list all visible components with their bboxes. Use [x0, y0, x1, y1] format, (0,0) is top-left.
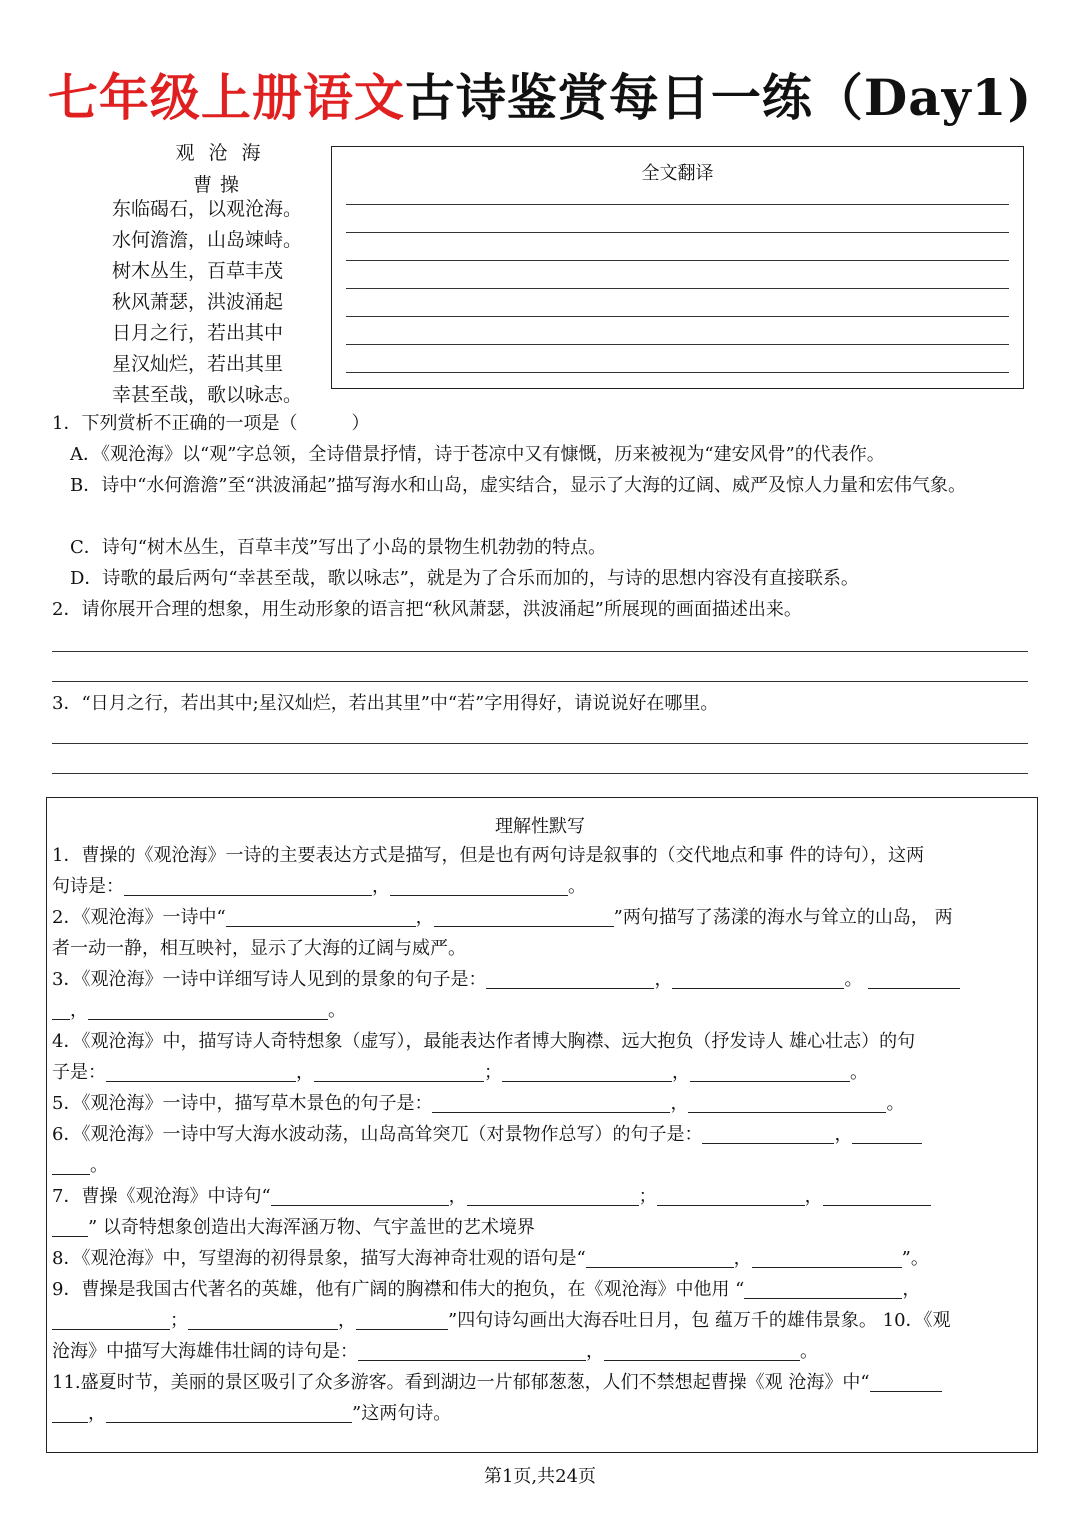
dictation-item-3: 3．《观沧海》一诗中详细写诗人见到的景象的句子是： ， 。: [52, 964, 1030, 995]
page-number: 第1页,共24页: [483, 1466, 597, 1487]
blank[interactable]: [823, 1185, 931, 1206]
blank[interactable]: [486, 968, 654, 989]
answer-line[interactable]: [52, 681, 1028, 682]
item-text: 沧海》中描写大海雄伟壮阔的诗句是：: [52, 1341, 358, 1362]
dictation-item-4: 4．《观沧海》中，描写诗人奇特想象（虚写），最能表达作者博大胸襟、远大抱负（抒发诗人 雄心壮志）的句: [52, 1031, 916, 1052]
question-2: 2．请你展开合理的想象，用生动形象的语言把“秋风萧瑟，洪波涌起”所展现的画面描述出来。: [52, 599, 802, 620]
blank[interactable]: [752, 1247, 902, 1268]
item-text: ” 以奇特想象创造出大海浑涵万物、气宇盖世的艺术境界: [88, 1217, 535, 1238]
dictation-item-9: 9．曹操是我国古代著名的英雄，他有广阔的胸襟和伟大的抱负，在《观沧海》中他用 “ ，: [52, 1279, 921, 1300]
blank[interactable]: [52, 999, 70, 1020]
answer-line[interactable]: [346, 232, 1009, 233]
blank[interactable]: [690, 1061, 850, 1082]
blank[interactable]: [106, 1402, 352, 1423]
dictation-title: 理解性默写: [495, 816, 585, 837]
poem-author: 曹操: [192, 174, 247, 196]
blank[interactable]: [870, 1371, 942, 1392]
dictation-item-11: [52, 1367, 1030, 1398]
blank[interactable]: [188, 1309, 338, 1330]
item-text: ”四句诗勾画出大海吞吐日月，包 蕴万千的雄伟景象。 10．《观: [448, 1310, 951, 1331]
item-text: 5．《观沧海》一诗中，描写草木景色的句子是：: [52, 1093, 433, 1114]
dictation-item-3-cont: ， 。: [52, 995, 1030, 1026]
blank[interactable]: [434, 906, 614, 927]
blank[interactable]: [226, 906, 416, 927]
dictation-item-1: 1．曹操的《观沧海》一诗的主要表达方式是描写，但是也有两句诗是叙事的（交代地点和事 件的诗句），这两: [52, 845, 925, 866]
dictation-item-4-cont: 子是： ， ； ， 。: [52, 1062, 868, 1083]
option-a: A．《观沧海》以“观”字总领，全诗借景抒情，诗于苍凉中又有慷慨，历来被视为“建安风骨”的代表作。: [70, 444, 885, 465]
blank[interactable]: [467, 1185, 639, 1206]
question-3: 3．“日月之行，若出其中;星汉灿烂，若出其里”中“若”字用得好，请说说好在哪里。: [52, 693, 719, 714]
blank[interactable]: [356, 1309, 448, 1330]
answer-line[interactable]: [346, 372, 1009, 373]
poem-line: 水何澹澹，山岛竦峙。: [112, 229, 303, 251]
blank[interactable]: [52, 1309, 170, 1330]
translation-box: [331, 146, 1024, 389]
dictation-item-2: 2．《观沧海》一诗中“ ， ”两句描写了荡漾的海水与耸立的山岛， 两: [52, 907, 953, 928]
item-text: ”这两句诗。: [352, 1403, 452, 1424]
item-text: 6．《观沧海》一诗中写大海水波动荡，山岛高耸突兀（对景物作总写）的句子是：: [52, 1124, 703, 1145]
blank[interactable]: [702, 1123, 834, 1144]
item-text: 8．《观沧海》中，写望海的初得景象，描写大海神奇壮观的语句是“: [52, 1248, 586, 1269]
blank[interactable]: [688, 1092, 886, 1113]
blank[interactable]: [271, 1185, 449, 1206]
translation-title: 全文翻译: [641, 163, 714, 184]
answer-line[interactable]: [52, 743, 1028, 744]
dictation-item-9-cont: ； ， ”四句诗勾画出大海吞吐日月，包 蕴万千的雄伟景象。 10．《观: [52, 1305, 1030, 1336]
option-c: C．诗句“树木丛生，百草丰茂”写出了小岛的景物生机勃勃的特点。: [70, 537, 607, 558]
dictation-item-2-cont: 者一动一静，相互映衬，显示了大海的辽阔与威严。: [52, 938, 466, 959]
poem-line: 秋风萧瑟，洪波涌起: [112, 291, 284, 313]
item-text: ”两句描写了荡漾的海水与耸立的山岛， 两: [613, 907, 953, 928]
title-red: 七年级上册语文: [47, 68, 405, 127]
blank[interactable]: [852, 1123, 922, 1144]
answer-line[interactable]: [346, 204, 1009, 205]
poem-title: 观沧海: [175, 142, 275, 164]
blank[interactable]: [586, 1247, 734, 1268]
poem-line: 东临碣石，以观沧海。: [112, 198, 303, 220]
poem-line: 星汉灿烂，若出其里: [112, 353, 284, 375]
item-text: 7．曹操《观沧海》中诗句“: [52, 1186, 271, 1207]
dictation-item-11-cont: ， ”这两句诗。: [52, 1398, 1030, 1429]
answer-line[interactable]: [52, 773, 1028, 774]
blank[interactable]: [124, 875, 372, 896]
blank[interactable]: [390, 875, 568, 896]
blank[interactable]: [358, 1340, 586, 1361]
title-black: 古诗鉴赏每日一练（Day1): [404, 68, 1033, 127]
blank[interactable]: [314, 1061, 484, 1082]
blank[interactable]: [657, 1185, 805, 1206]
blank[interactable]: [744, 1278, 902, 1299]
blank[interactable]: [52, 1402, 88, 1423]
item-text: 11.盛夏时节，美丽的景区吸引了众多游客。看到湖边一片郁郁葱葱，人们不禁想起曹操《观 沧海》中“: [52, 1372, 870, 1393]
answer-line[interactable]: [346, 288, 1009, 289]
dictation-item-8: 8．《观沧海》中，写望海的初得景象，描写大海神奇壮观的语句是“ ， ”。: [52, 1248, 929, 1269]
answer-line[interactable]: [346, 316, 1009, 317]
blank[interactable]: [502, 1061, 672, 1082]
answer-line[interactable]: [346, 260, 1009, 261]
blank[interactable]: [88, 999, 328, 1020]
page-title: [0, 68, 1080, 128]
blank[interactable]: [432, 1092, 670, 1113]
question-1: 1．下列赏析不正确的一项是（ ）: [52, 413, 370, 434]
option-b: B．诗中“水何澹澹”至“洪波涌起”描写海水和山岛，虚实结合，显示了大海的辽阔、威严及惊人力量和宏伟气象。: [70, 475, 967, 496]
blank[interactable]: [868, 968, 960, 989]
blank[interactable]: [52, 1154, 90, 1175]
answer-line[interactable]: [52, 651, 1028, 652]
item-text: 2．《观沧海》一诗中“: [52, 907, 226, 928]
dictation-item-6: 6．《观沧海》一诗中写大海水波动荡，山岛高耸突兀（对景物作总写）的句子是： ，: [52, 1119, 1030, 1150]
blank[interactable]: [604, 1340, 800, 1361]
item-text: 句诗是：: [52, 876, 124, 897]
dictation-item-5: 5．《观沧海》一诗中，描写草木景色的句子是： ， 。: [52, 1093, 905, 1114]
dictation-item-7-cont: [52, 1212, 1030, 1243]
blank[interactable]: [672, 968, 844, 989]
item-text: 子是：: [52, 1062, 106, 1083]
option-d: D．诗歌的最后两句“幸甚至哉，歌以咏志”，就是为了合乐而加的，与诗的思想内容没有直接联系。: [70, 568, 859, 589]
poem-line: 幸甚至哉，歌以咏志。: [112, 384, 303, 406]
dictation-item-10: 沧海》中描写大海雄伟壮阔的诗句是： ， 。: [52, 1341, 818, 1362]
poem-line: 树木丛生，百草丰茂: [112, 260, 284, 282]
dictation-item-7: 7．曹操《观沧海》中诗句“ ， ； ，: [52, 1181, 1030, 1212]
poem-line: 日月之行，若出其中: [112, 322, 284, 344]
blank[interactable]: [52, 1216, 88, 1237]
answer-line[interactable]: [346, 344, 1009, 345]
item-text: 9．曹操是我国古代著名的英雄，他有广阔的胸襟和伟大的抱负，在《观沧海》中他用 “: [52, 1279, 745, 1300]
dictation-item-1-cont: 句诗是： ， 。: [52, 876, 586, 897]
poem-body: [112, 194, 302, 411]
dictation-item-6-cont: 。: [52, 1150, 1030, 1181]
item-text: 3．《观沧海》一诗中详细写诗人见到的景象的句子是：: [52, 969, 487, 990]
blank[interactable]: [106, 1061, 296, 1082]
